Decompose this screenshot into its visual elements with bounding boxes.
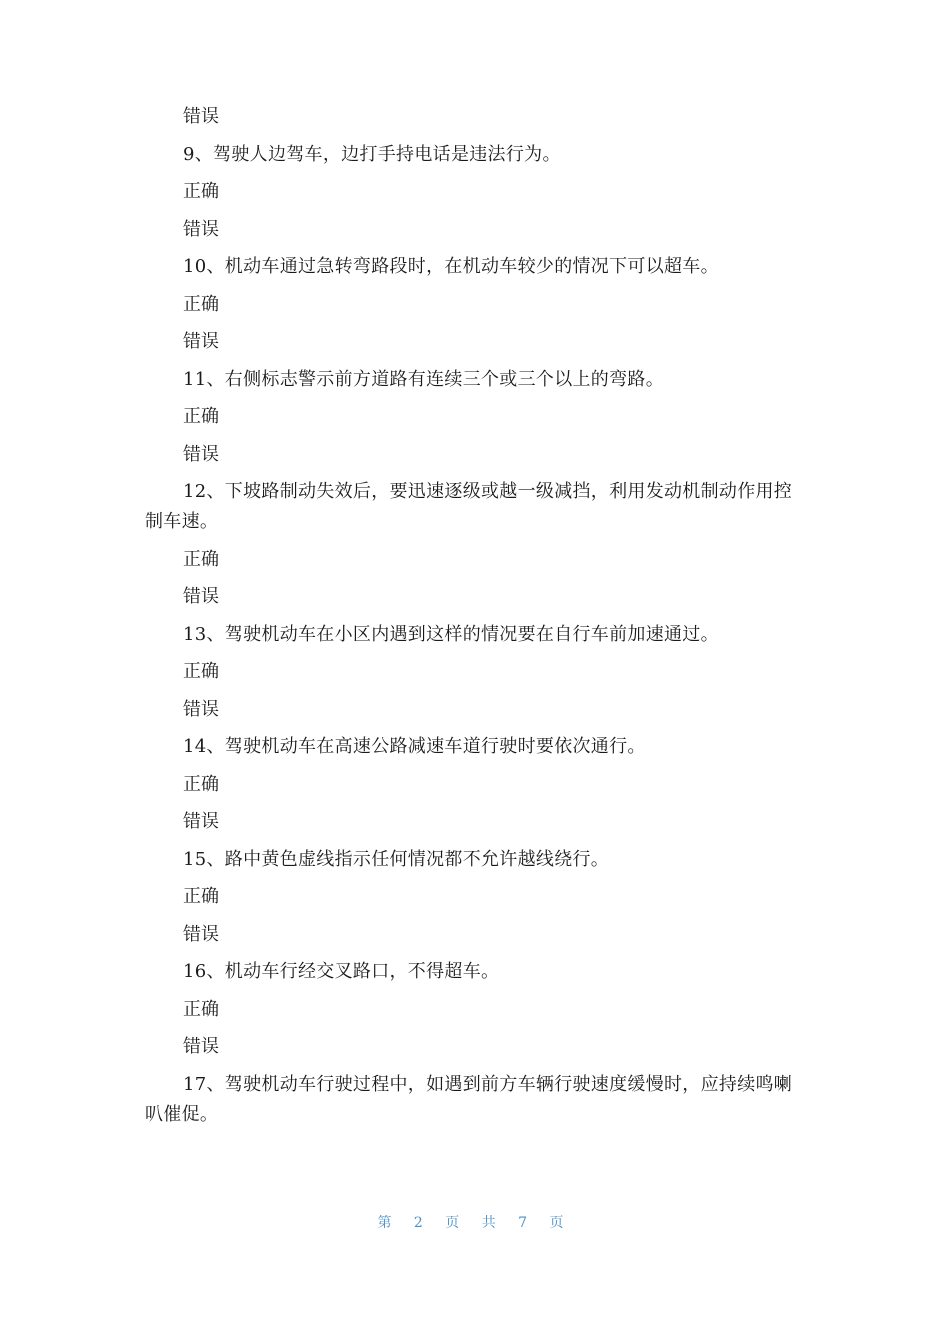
question-text: 17、驾驶机动车行驶过程中，如遇到前方车辆行驶速度缓慢时，应持续鸣喇叭催促。 xyxy=(145,1073,793,1125)
question-text: 16、机动车行经交叉路口，不得超车。 xyxy=(183,961,500,982)
option-wrong: 错误 xyxy=(183,923,219,945)
option-correct: 正确 xyxy=(183,548,219,570)
option-wrong: 错误 xyxy=(183,698,219,720)
option-correct: 正确 xyxy=(183,998,219,1020)
option-wrong: 错误 xyxy=(183,106,219,127)
option-wrong: 错误 xyxy=(183,1036,219,1057)
question-text: 12、下坡路制动失效后，要迅速逐级或越一级减挡，利用发动机制动作用控制车速。 xyxy=(145,481,793,532)
option-wrong: 错误 xyxy=(183,443,219,465)
page-number-footer: 第 2 页 共 7 页 xyxy=(377,1215,573,1231)
option-correct: 正确 xyxy=(183,661,219,682)
question-text: 11、右侧标志警示前方道路有连续三个或三个以上的弯路。 xyxy=(183,368,665,390)
option-wrong: 错误 xyxy=(183,331,219,352)
question-list xyxy=(145,102,805,1137)
question-text: 13、驾驶机动车在小区内遇到这样的情况要在自行车前加速通过。 xyxy=(183,623,719,645)
question-text: 15、路中黄色虚线指示任何情况都不允许越线绕行。 xyxy=(183,848,610,870)
option-wrong: 错误 xyxy=(183,586,219,607)
option-correct: 正确 xyxy=(183,406,219,427)
option-correct: 正确 xyxy=(183,293,219,315)
question-text: 10、机动车通过急转弯路段时，在机动车较少的情况下可以超车。 xyxy=(183,256,719,277)
option-wrong: 错误 xyxy=(183,811,219,832)
option-correct: 正确 xyxy=(183,181,219,202)
option-correct: 正确 xyxy=(183,886,219,907)
question-text: 14、驾驶机动车在高速公路减速车道行驶时要依次通行。 xyxy=(183,736,646,757)
question-text: 9、驾驶人边驾车，边打手持电话是违法行为。 xyxy=(183,143,561,165)
option-correct: 正确 xyxy=(183,773,219,795)
option-wrong: 错误 xyxy=(183,218,219,240)
